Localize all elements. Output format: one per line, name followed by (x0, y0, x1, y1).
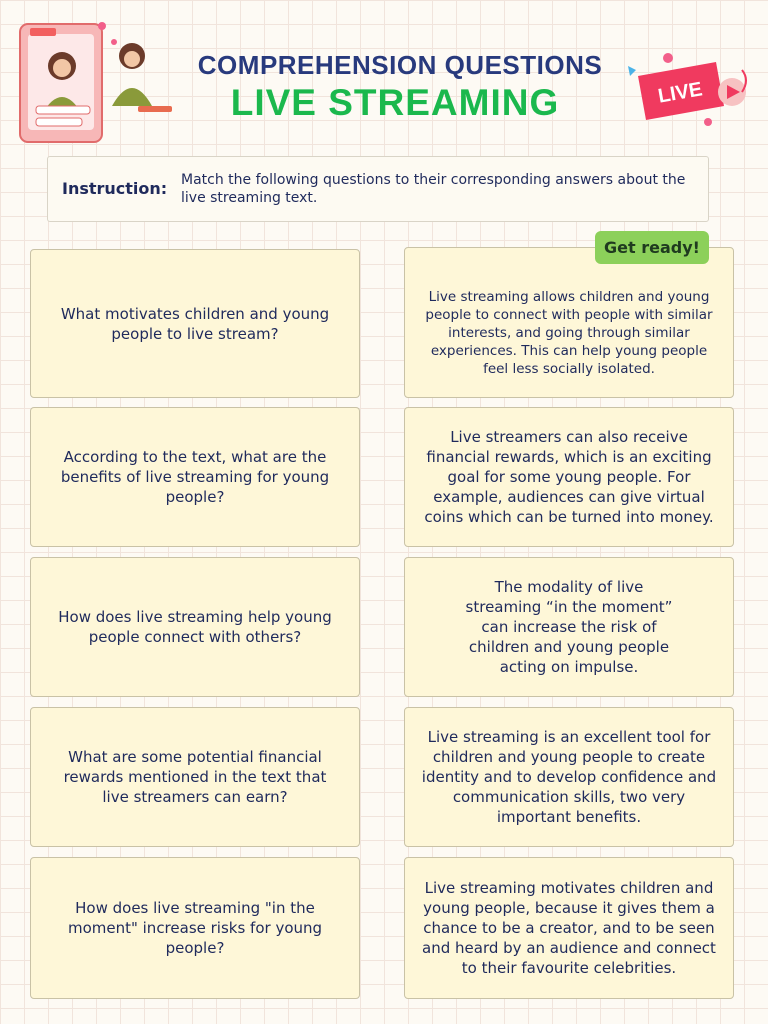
get-ready-badge: Get ready! (595, 231, 709, 264)
instruction-text: Match the following questions to their corresponding answers about the live streaming text. (181, 172, 686, 206)
question-text: How does live streaming help young people connect with others? (58, 608, 332, 646)
live-sign-text: LIVE (656, 78, 704, 108)
answer-card[interactable] (404, 857, 734, 999)
question-text: How does live streaming "in the moment" increase risks for young people? (67, 899, 323, 957)
answer-text: Live streaming motivates children and young people, because it gives them a chance to be a creator, and to be seen and heard by an audience and connect to their favourite celebrities. (422, 879, 716, 977)
question-text: What are some potential financial rewards mentioned in the text that live streamers can earn? (63, 748, 327, 806)
question-card[interactable] (30, 857, 360, 999)
question-card[interactable] (30, 407, 360, 547)
question-card[interactable] (30, 557, 360, 697)
instruction-box (47, 156, 709, 222)
answer-card[interactable] (404, 407, 734, 547)
question-text: What motivates children and young people to live stream? (60, 304, 330, 343)
answer-text: Live streaming allows children and young people to connect with people with similar interests, and going through similar experiences. This can help young people feel less socially isolated. (425, 288, 713, 377)
answer-card[interactable] (404, 707, 734, 847)
answer-text: Live streamers can also receive financial rewards, which is an exciting goal for some young people. For example, audiences can give virtual coins which can be turned into money. (424, 428, 714, 526)
page-title: COMPREHENSION QUESTIONS (197, 50, 603, 80)
question-card[interactable] (30, 707, 360, 847)
answer-card[interactable] (404, 247, 734, 398)
question-text: According to the text, what are the benefits of live streaming for young people? (60, 448, 330, 506)
instruction-label: Instruction: (62, 179, 168, 198)
answer-card[interactable] (404, 557, 734, 697)
answer-text: Live streaming is an excellent tool for children and young people to create identity and to develop confidence and communication skills, two very important benefits. (421, 728, 717, 826)
page-subtitle: LIVE STREAMING (230, 82, 560, 123)
question-card[interactable] (30, 249, 360, 398)
answer-text: The modality of live streaming “in the moment” can increase the risk of children and young people acting on impulse. (465, 578, 673, 676)
